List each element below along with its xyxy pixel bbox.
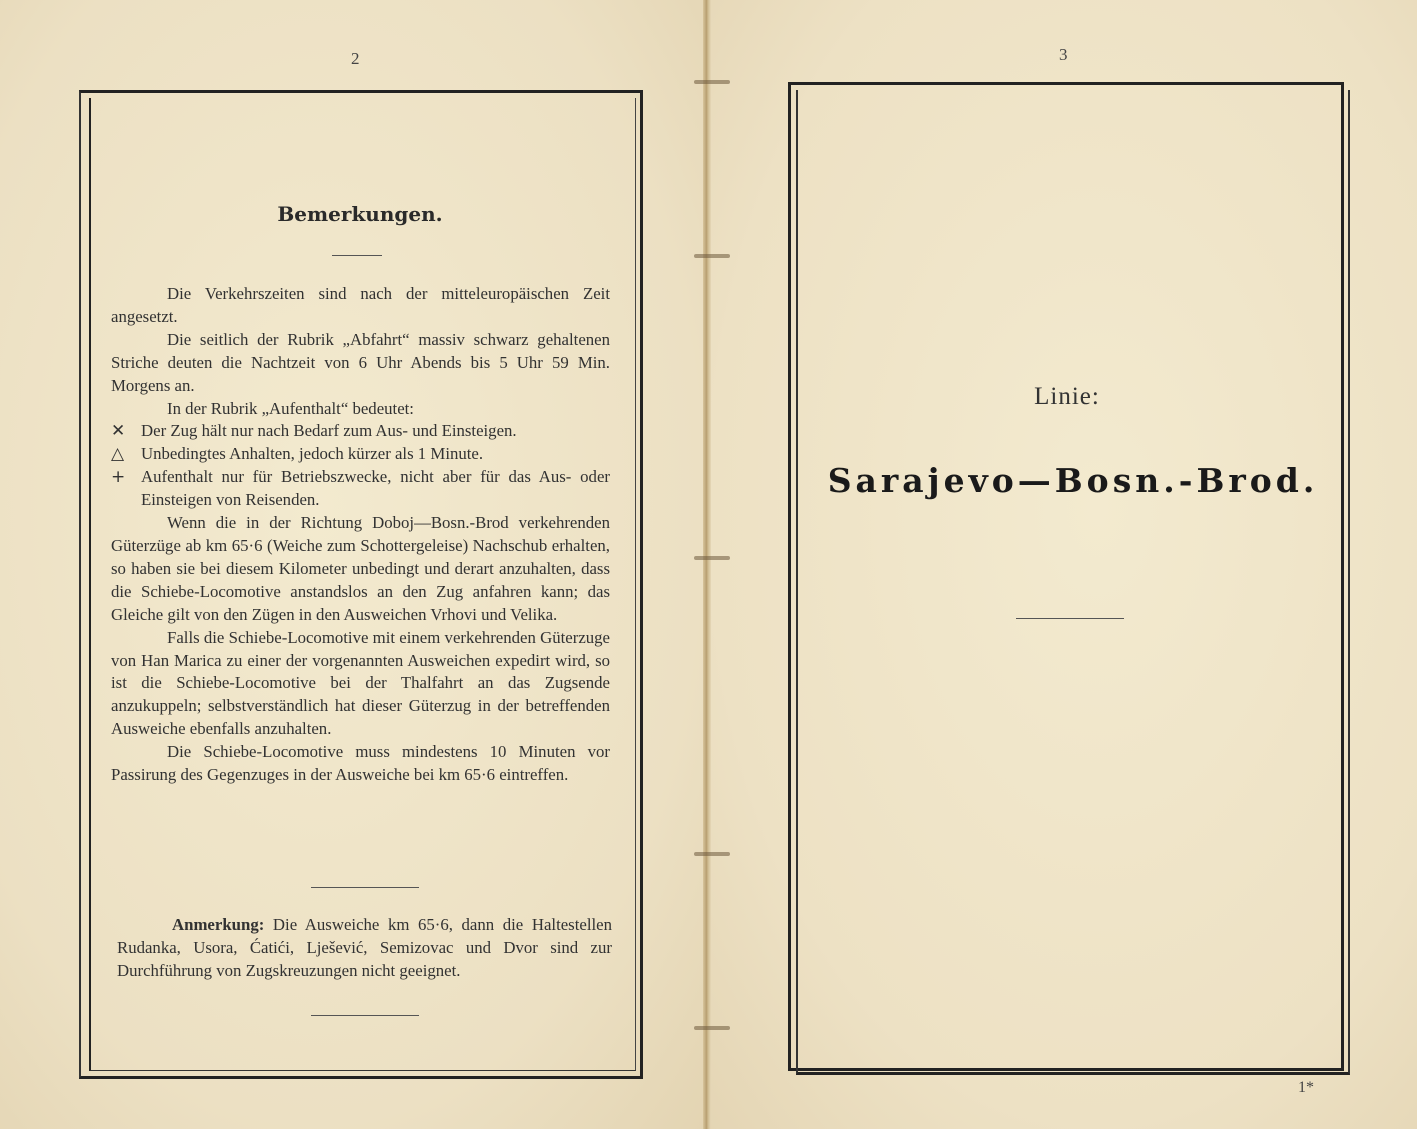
stop-intro: In der Rubrik „Aufenthalt“ bedeutet: (167, 398, 414, 418)
night-note-paragraph: Die seitlich der Rubrik „Abfahrt“ massiv schwarz gehaltenen Striche deuten die Nachtzeit von 6 Uhr Abends bis 5 Uhr 59 Min. Morgens an. (111, 329, 610, 395)
right-frame-inner (796, 90, 1350, 1075)
book-spine (703, 0, 711, 1129)
pusher-paragraph: Falls die Schiebe-Locomotive mit einem verkehrenden Güterzuge von Han Marica zu einer der vorgenannten Ausweichen expedirt wird, so ist die Schiebe-Locomotive bei der Thalfahrt an das Zugsende anzukuppeln; selbstverständlich hat dieser Güterzug in der betreffenden Ausweiche ebenfalls anzuhalten. (111, 627, 610, 739)
annotation-block (117, 914, 612, 983)
section-divider (311, 887, 419, 888)
intro-paragraph: Die Verkehrszeiten sind nach der mitteleuropäischen Zeit angesetzt. (111, 284, 610, 326)
binding-stitch (694, 556, 730, 560)
cross-icon: ✕ (111, 421, 126, 442)
symbol-item-on-demand: ✕ Der Zug hält nur nach Bedarf zum Aus- und Einsteigen. (111, 421, 517, 442)
line-label: Linie: (1034, 383, 1100, 410)
binding-stitch (694, 852, 730, 856)
page-number-left: 2 (351, 49, 360, 68)
binding-stitch (694, 80, 730, 84)
timing-paragraph: Die Schiebe-Locomotive muss mindestens 10 Minuten vor Passirung des Gegenzuges in der Ausweiche bei km 65·6 eintreffen. (111, 742, 610, 785)
page-number-right: 3 (1059, 45, 1068, 64)
heading-divider (332, 255, 382, 256)
signature-mark: 1* (1298, 1079, 1314, 1096)
triangle-icon: △ (111, 444, 125, 465)
route-title: Sarajevo—Bosn.-Brod. (827, 461, 1319, 500)
binding-stitch (694, 254, 730, 258)
binding-stitch (694, 1026, 730, 1030)
annotation-text: Die Ausweiche km 65·6, dann die Haltestellen Rudanka, Usora, Ćatići, Lješević, Semizovac und Dvor sind zur Durchführung von Zugskreuzungen nicht geeignet. (117, 915, 612, 980)
plus-icon: + (111, 467, 126, 488)
freight-paragraph: Wenn die in der Richtung Doboj—Bosn.-Brod verkehrenden Güterzüge ab km 65·6 (Weiche zum Schottergeleise) Nachschub erhalten, so haben sie bei diesem Kilometer unbedingt und derart anzuhalten, dass die Schiebe-Locomotive anstandslos an den Zug anfahren kann; das Gleiche gilt von den Zügen in den Ausweichen Vrhovi und Velika. (111, 513, 610, 624)
remarks-body (111, 283, 610, 787)
title-divider (1016, 618, 1124, 619)
remarks-heading: Bemerkungen. (277, 202, 443, 226)
closing-divider (311, 1015, 419, 1016)
symbol-item-short-stop: △ Unbedingtes Anhalten, jedoch kürzer als 1 Minute. (111, 444, 484, 465)
annotation-label: Anmerkung: (172, 915, 265, 934)
annotation-paragraph (117, 914, 612, 983)
symbol-item-operational: + Aufenthalt nur für Betriebszwecke, nicht aber für das Aus- oder Einsteigen von Reisenden. (111, 467, 610, 510)
